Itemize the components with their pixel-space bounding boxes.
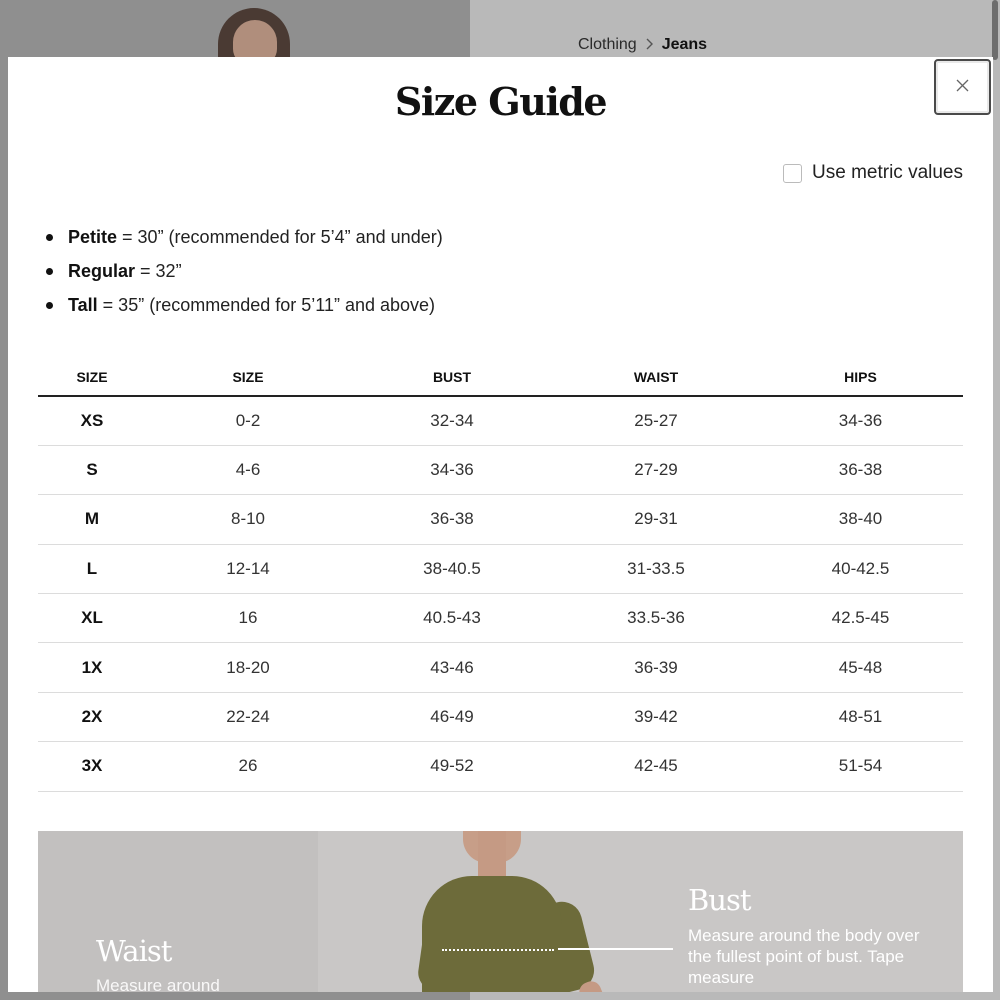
cell-waist: 39-42 — [554, 692, 758, 741]
size-guide-modal — [8, 57, 993, 992]
header-bust: BUST — [350, 358, 554, 396]
cell-bust: 34-36 — [350, 445, 554, 494]
metric-label: Use metric values — [812, 162, 963, 183]
close-icon — [956, 79, 969, 95]
cell-hips: 34-36 — [758, 396, 963, 445]
table-row — [38, 594, 963, 643]
cell-waist: 36-39 — [554, 643, 758, 692]
cell-size-label: L — [38, 544, 146, 593]
cell-waist: 29-31 — [554, 495, 758, 544]
page-scrollbar[interactable] — [992, 0, 998, 60]
cell-size-label: XL — [38, 594, 146, 643]
modal-title: Size Guide — [394, 79, 607, 124]
table-row — [38, 692, 963, 741]
model-torso — [422, 876, 562, 992]
table-row — [38, 445, 963, 494]
cell-waist: 33.5-36 — [554, 594, 758, 643]
table-row — [38, 544, 963, 593]
cell-waist: 25-27 — [554, 396, 758, 445]
cell-size-number: 4-6 — [146, 445, 350, 494]
table-header-row — [38, 358, 963, 396]
inseam-detail: = 32” — [135, 261, 182, 281]
header-waist: WAIST — [554, 358, 758, 396]
header-size-number: SIZE — [146, 358, 350, 396]
cell-waist: 42-45 — [554, 742, 758, 791]
cell-bust: 32-34 — [350, 396, 554, 445]
header-hips: HIPS — [758, 358, 963, 396]
cell-hips: 38-40 — [758, 495, 963, 544]
cell-hips: 40-42.5 — [758, 544, 963, 593]
inseam-detail: = 30” (recommended for 5’4” and under) — [117, 227, 443, 247]
panel-shade — [38, 831, 318, 992]
cell-hips: 51-54 — [758, 742, 963, 791]
cell-bust: 38-40.5 — [350, 544, 554, 593]
cell-size-label: 2X — [38, 692, 146, 741]
cell-hips: 36-38 — [758, 445, 963, 494]
bust-heading: Bust — [688, 883, 751, 917]
inseam-item-petite — [44, 225, 443, 259]
metric-checkbox[interactable] — [783, 164, 802, 183]
bust-description: Measure around the body over the fullest point of bust. Tape measure — [688, 926, 920, 987]
chevron-right-icon — [645, 37, 654, 54]
table-row — [38, 396, 963, 445]
cell-bust: 46-49 — [350, 692, 554, 741]
inseam-name: Tall — [68, 295, 98, 315]
bust-pointer-line — [558, 948, 673, 950]
cell-size-number: 8-10 — [146, 495, 350, 544]
inseam-name: Petite — [68, 227, 118, 247]
tape-measure-line — [442, 949, 554, 951]
cell-waist: 31-33.5 — [554, 544, 758, 593]
table-row — [38, 495, 963, 544]
cell-hips: 48-51 — [758, 692, 963, 741]
cell-size-number: 12-14 — [146, 544, 350, 593]
size-chart-table — [38, 358, 963, 792]
cell-size-label: S — [38, 445, 146, 494]
breadcrumb-jeans: Jeans — [661, 36, 708, 53]
measurement-guide-image — [38, 831, 963, 992]
inseam-list — [44, 225, 443, 327]
cell-size-label: XS — [38, 396, 146, 445]
waist-heading: Waist — [96, 934, 172, 968]
cell-size-label: M — [38, 495, 146, 544]
cell-bust: 36-38 — [350, 495, 554, 544]
table-row — [38, 742, 963, 791]
metric-toggle[interactable] — [783, 162, 963, 184]
waist-description: Measure around — [96, 976, 220, 992]
breadcrumb — [578, 36, 707, 54]
table-row — [38, 643, 963, 692]
close-button[interactable] — [934, 59, 991, 115]
cell-size-number: 22-24 — [146, 692, 350, 741]
inseam-name: Regular — [68, 261, 136, 281]
inseam-item-regular — [44, 259, 443, 293]
cell-bust: 49-52 — [350, 742, 554, 791]
cell-size-label: 1X — [38, 643, 146, 692]
header-size-label: SIZE — [38, 358, 146, 396]
cell-size-number: 0-2 — [146, 396, 350, 445]
cell-size-number: 26 — [146, 742, 350, 791]
inseam-detail: = 35” (recommended for 5’11” and above) — [97, 295, 436, 315]
cell-size-number: 18-20 — [146, 643, 350, 692]
inseam-item-tall — [44, 293, 443, 327]
cell-hips: 42.5-45 — [758, 594, 963, 643]
cell-bust: 43-46 — [350, 643, 554, 692]
cell-size-label: 3X — [38, 742, 146, 791]
cell-waist: 27-29 — [554, 445, 758, 494]
cell-hips: 45-48 — [758, 643, 963, 692]
breadcrumb-clothing[interactable]: Clothing — [578, 36, 637, 53]
cell-size-number: 16 — [146, 594, 350, 643]
cell-bust: 40.5-43 — [350, 594, 554, 643]
